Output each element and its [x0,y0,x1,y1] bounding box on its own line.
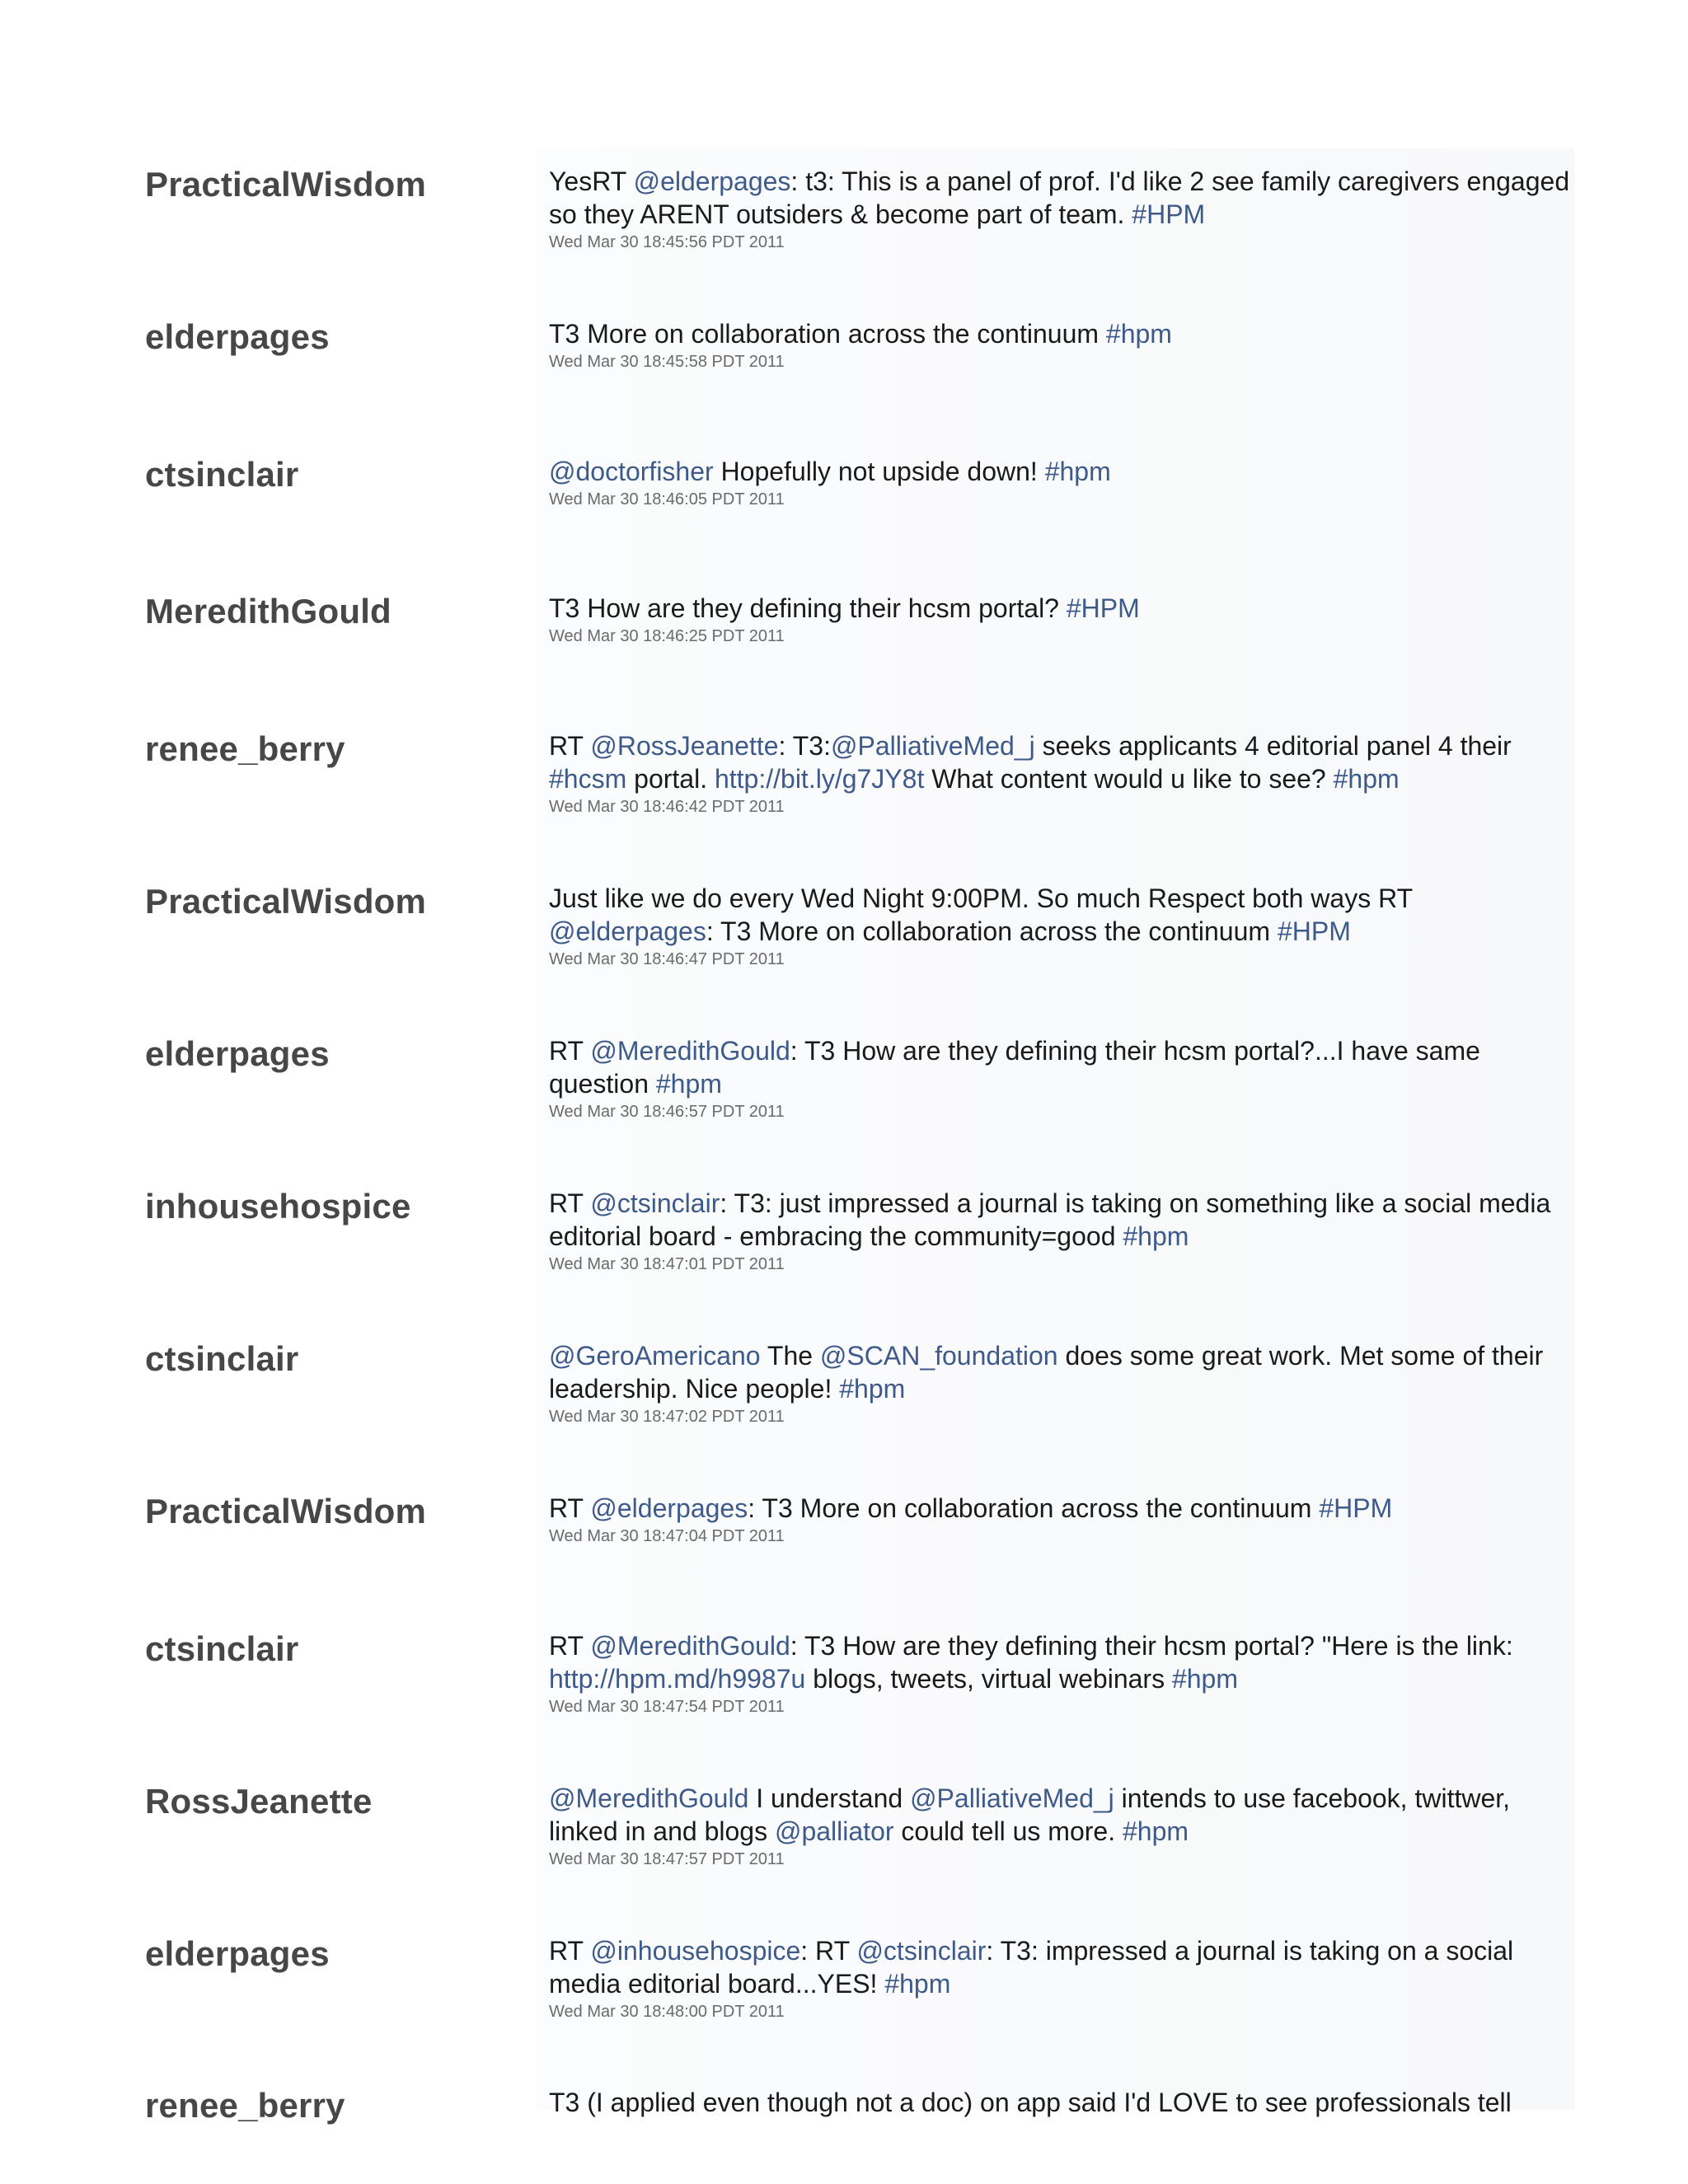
tweet-username: RossJeanette [145,1782,373,1821]
hashtag-link[interactable]: #HPM [1066,593,1140,623]
tweet-text [549,2086,1579,2119]
tweet-body [549,1629,1579,1717]
tweet-text-segment: blogs, tweets, virtual webinars [805,1664,1172,1694]
tweet-text-segment: : T3 More on collaboration across the continuum [706,916,1278,946]
tweet-body [549,1339,1579,1427]
tweet-username: elderpages [145,1934,330,1973]
tweet-timestamp: Wed Mar 30 18:46:05 PDT 2011 [549,490,785,509]
hashtag-link[interactable]: #hpm [655,1069,722,1099]
tweet-text-segment: portal. [626,764,715,794]
tweet-username: ctsinclair [145,455,299,494]
tweet-timestamp: Wed Mar 30 18:45:58 PDT 2011 [549,353,785,371]
hashtag-link[interactable]: #hpm [1122,1816,1189,1846]
tweet-text-segment: : t3: This is a panel of prof. I'd like 2 see family caregivers engaged so they ARENT outsiders & become part of team. [549,166,1570,229]
tweet-text [549,1782,1579,1848]
tweet-text-segment: RT [549,1631,591,1661]
tweet-text-segment: : T3: just impressed a journal is taking on something like a social media editorial board - embracing the community=good [549,1188,1551,1251]
tweet-timestamp: Wed Mar 30 18:46:25 PDT 2011 [549,627,785,645]
tweet-body [549,1187,1579,1274]
hashtag-link[interactable]: #hcsm [549,764,627,794]
tweet-text-segment: intends to use facebook, twittwer, linked in and blogs [549,1783,1511,1846]
tweet-text [549,1339,1579,1405]
mention-link[interactable]: @palliator [774,1816,894,1846]
tweet-username: elderpages [145,317,330,356]
url-link[interactable]: http://hpm.md/h9987u [549,1664,806,1694]
tweet-timestamp: Wed Mar 30 18:45:56 PDT 2011 [549,233,785,251]
tweet-text-segment: RT [549,1036,591,1066]
tweet-text-segment: : T3: impressed a journal is taking on a social media editorial board...YES! [549,1936,1514,1999]
hashtag-link[interactable]: #hpm [1123,1221,1189,1251]
mention-link[interactable]: @MeredithGould [590,1036,790,1066]
mention-link[interactable]: @inhousehospice [590,1936,801,1966]
tweet-text-segment: : T3 How are they defining their hcsm portal?...I have same question [549,1036,1480,1099]
tweet-text-segment: RT [549,1493,591,1523]
mention-link[interactable]: @elderpages [590,1493,748,1523]
tweet-username: inhousehospice [145,1187,411,1226]
tweet-text-segment: YesRT [549,166,634,196]
tweet-text [549,1034,1579,1100]
tweet-body [549,455,1579,509]
hashtag-link[interactable]: #hpm [1333,764,1400,794]
mention-link[interactable]: @PalliativeMed_j [830,731,1035,761]
tweet-body [549,729,1579,817]
tweet-text [549,882,1579,948]
tweet-body [549,882,1579,969]
tweet-text [549,1629,1579,1695]
tweet-username: renee_berry [145,729,345,768]
tweet-timestamp: Wed Mar 30 18:46:42 PDT 2011 [549,798,785,816]
tweet-text-segment: RT [549,731,591,761]
tweet-body [549,2086,1579,2119]
tweet-text [549,455,1579,488]
tweet-timestamp: Wed Mar 30 18:47:04 PDT 2011 [549,1527,785,1545]
hashtag-link[interactable]: #HPM [1319,1493,1393,1523]
tweet-username: PracticalWisdom [145,1492,427,1530]
hashtag-link[interactable]: #hpm [1171,1664,1238,1694]
hashtag-link[interactable]: #hpm [1044,457,1111,486]
mention-link[interactable]: @PalliativeMed_j [910,1783,1114,1813]
tweet-username: elderpages [145,1034,330,1073]
tweet-body [549,165,1579,252]
mention-link[interactable]: @elderpages [549,916,706,946]
tweet-text-segment: T3 (I applied even though not a doc) on app said I'd LOVE to see professionals tell [549,2088,1512,2117]
tweet-text-segment: could tell us more. [893,1816,1123,1846]
hashtag-link[interactable]: #hpm [884,1969,951,1999]
tweet-text-segment: Hopefully not upside down! [713,457,1045,486]
tweet-text [549,317,1579,350]
mention-link[interactable]: @ctsinclair [590,1188,720,1218]
tweet-username: PracticalWisdom [145,882,427,921]
tweet-timestamp: Wed Mar 30 18:47:54 PDT 2011 [549,1698,785,1716]
tweet-text-segment: The [760,1341,820,1371]
tweet-text [549,729,1579,795]
url-link[interactable]: http://bit.ly/g7JY8t [714,764,925,794]
tweet-username: renee_berry [145,2086,345,2125]
tweet-timestamp: Wed Mar 30 18:47:01 PDT 2011 [549,1255,785,1273]
tweet-text-segment: does some great work. Met some of their leadership. Nice people! [549,1341,1544,1404]
mention-link[interactable]: @SCAN_foundation [819,1341,1058,1371]
tweet-text-segment: : RT [800,1936,857,1966]
tweet-username: ctsinclair [145,1339,299,1378]
tweet-text [549,592,1579,625]
tweet-body [549,1034,1579,1122]
mention-link[interactable]: @RossJeanette [590,731,779,761]
hashtag-link[interactable]: #hpm [1105,319,1172,349]
tweet-text-segment: : T3 How are they defining their hcsm portal? "Here is the link: [790,1631,1513,1661]
tweet-text-segment: Just like we do every Wed Night 9:00PM. So much Respect both ways RT [549,883,1413,913]
hashtag-link[interactable]: #HPM [1132,199,1206,229]
tweet-body [549,317,1579,372]
tweet-text-segment: T3 More on collaboration across the continuum [549,319,1106,349]
mention-link[interactable]: @ctsinclair [856,1936,987,1966]
tweet-text-segment: I understand [748,1783,911,1813]
tweet-text-segment: : T3: [778,731,831,761]
mention-link[interactable]: @elderpages [633,166,791,196]
mention-link[interactable]: @doctorfisher [549,457,714,486]
tweet-username: PracticalWisdom [145,165,427,204]
hashtag-link[interactable]: #hpm [839,1374,906,1404]
tweet-text-segment: : T3 More on collaboration across the continuum [748,1493,1320,1523]
mention-link[interactable]: @GeroAmericano [549,1341,761,1371]
tweet-timestamp: Wed Mar 30 18:48:00 PDT 2011 [549,2003,785,2021]
tweet-timestamp: Wed Mar 30 18:46:47 PDT 2011 [549,950,785,968]
tweet-text-segment: What content would u like to see? [924,764,1334,794]
tweet-body [549,1934,1579,2022]
tweet-timestamp: Wed Mar 30 18:46:57 PDT 2011 [549,1103,785,1121]
tweet-text-segment: RT [549,1188,591,1218]
tweet-text-segment: T3 How are they defining their hcsm portal? [549,593,1067,623]
mention-link[interactable]: @MeredithGould [590,1631,790,1661]
tweet-text [549,1187,1579,1253]
tweet-username: MeredithGould [145,592,392,630]
mention-link[interactable]: @MeredithGould [549,1783,749,1813]
tweet-text [549,165,1579,231]
tweet-text [549,1492,1579,1525]
tweet-body [549,592,1579,646]
tweet-body [549,1782,1579,1869]
tweet-text-segment: RT [549,1936,591,1966]
tweet-timestamp: Wed Mar 30 18:47:57 PDT 2011 [549,1850,785,1868]
tweet-username: ctsinclair [145,1629,299,1668]
hashtag-link[interactable]: #HPM [1277,916,1351,946]
tweet-text-segment: seeks applicants 4 editorial panel 4 their [1034,731,1512,761]
tweet-timestamp: Wed Mar 30 18:47:02 PDT 2011 [549,1408,785,1426]
tweet-text [549,1934,1579,2000]
tweet-body [549,1492,1579,1546]
